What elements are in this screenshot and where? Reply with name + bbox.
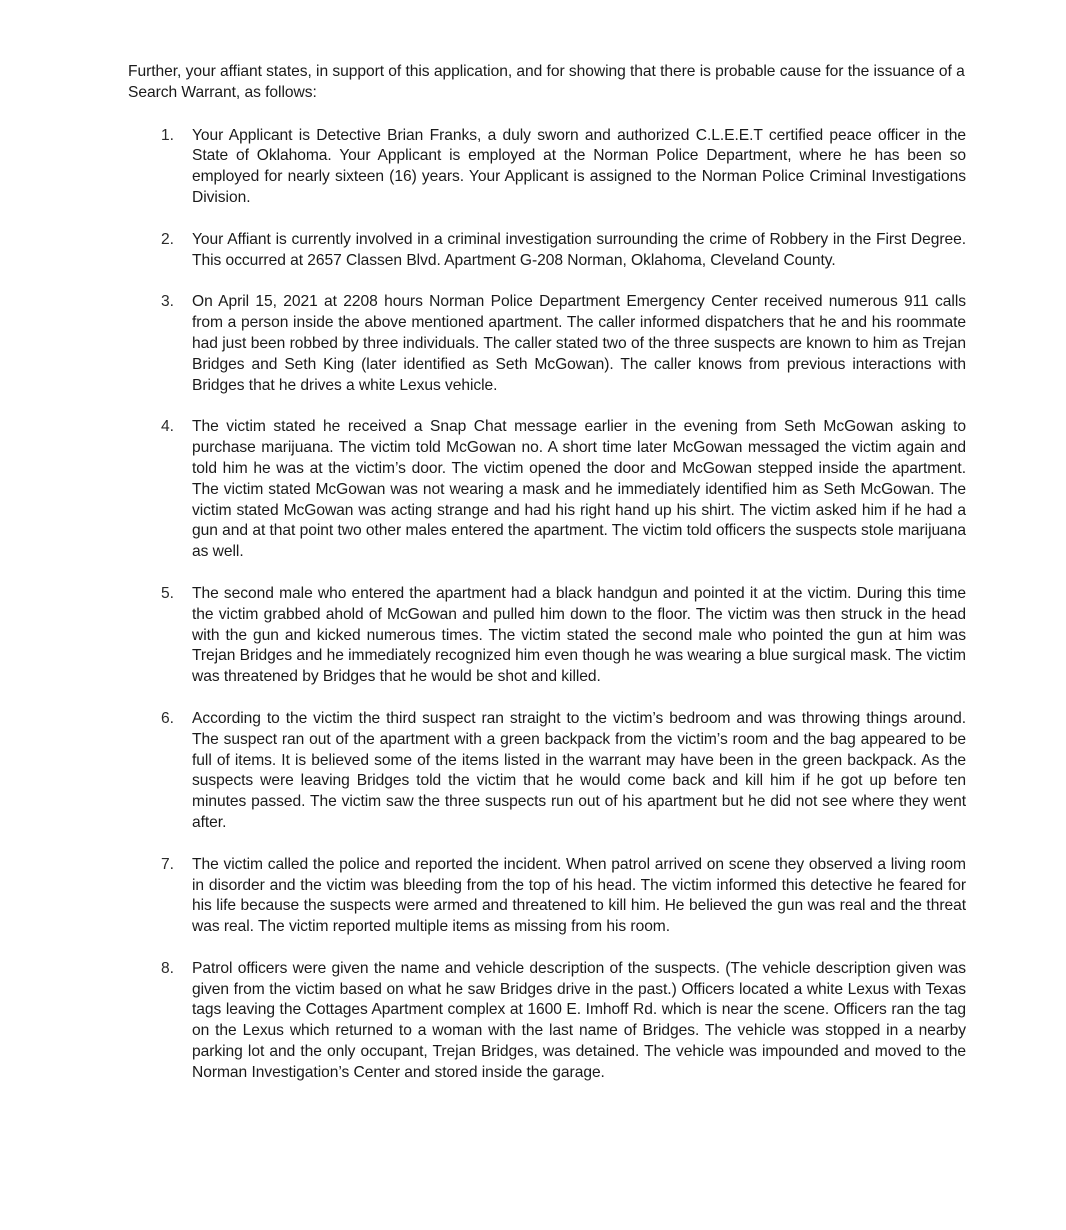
paragraph-text: Your Applicant is Detective Brian Franks, a duly sworn and authorized C.L.E.E.T certified peace officer in the State of Oklahoma. Your Applicant is employed at the Norman Police Department, where he has been so employed for nearly sixteen (16) years. Your Applicant is assigned to the Norman Police Criminal Investigations Division.	[192, 126, 966, 206]
numbered-paragraph	[128, 230, 966, 272]
paragraph-text: The second male who entered the apartment had a black handgun and pointed it at the victim. During this time the victim grabbed ahold of McGowan and pulled him down to the floor. The victim was then struck in the head with the gun and kicked numerous times. The victim stated the second male who pointed the gun at him was Trejan Bridges and he immediately recognized him even though he was wearing a blue surgical mask. The victim was threatened by Bridges that he would be shot and killed.	[192, 584, 966, 686]
paragraph-text: On April 15, 2021 at 2208 hours Norman Police Department Emergency Center received numerous 911 calls from a person inside the above mentioned apartment. The caller informed dispatchers that he and his roommate had just been robbed by three individuals. The caller stated two of the three suspects are known to him as Trejan Bridges and Seth King (later identified as Seth McGowan). The caller knows from previous interactions with Bridges that he drives a white Lexus vehicle.	[192, 293, 966, 394]
intro-paragraph: Further, your affiant states, in support of this application, and for showing that there is probable cause for the issuance of a Search Warrant, as follows:	[128, 63, 965, 101]
numbered-paragraph	[128, 292, 966, 396]
numbered-paragraph	[128, 959, 966, 1084]
document-page	[128, 62, 966, 1105]
numbered-paragraph-list	[128, 126, 966, 1084]
numbered-paragraph	[128, 126, 966, 209]
paragraph-text: According to the victim the third suspect ran straight to the victim’s bedroom and was throwing things around. The suspect ran out of the apartment with a green backpack from the victim’s room and the bag appeared to be full of items. It is believed some of the items listed in the warrant may have been in the green backpack. As the suspects were leaving Bridges told the victim that he would come back and kill him if he got up before ten minutes passed. The victim saw the three suspects run out of his apartment but he did not see where they went after.	[192, 709, 966, 831]
paragraph-number: 5.	[161, 584, 174, 602]
paragraph-number: 8.	[161, 959, 174, 977]
paragraph-number: 7.	[161, 855, 174, 873]
paragraph-text: Patrol officers were given the name and vehicle description of the suspects. (The vehicle description given was given from the victim based on what he saw Bridges drive in the past.) Officers located a white Lexus with Texas tags leaving the Cottages Apartment complex at 1600 E. Imhoff Rd. which is near the scene. Officers ran the tag on the Lexus which returned to a woman with the last name of Bridges. The vehicle was stopped in a nearby parking lot and the only occupant, Trejan Bridges, was detained. The vehicle was impounded and moved to the Norman Investigation’s Center and stored inside the garage.	[192, 959, 966, 1081]
paragraph-number: 6.	[161, 709, 174, 727]
paragraph-number: 3.	[161, 293, 174, 311]
numbered-paragraph	[128, 855, 966, 938]
paragraph-number: 2.	[161, 230, 174, 248]
numbered-paragraph	[128, 417, 966, 563]
numbered-paragraph	[128, 709, 966, 834]
numbered-paragraph	[128, 584, 966, 688]
paragraph-text: The victim called the police and reported the incident. When patrol arrived on scene they observed a living room in disorder and the victim was bleeding from the top of his head. The victim informed this detective he feared for his life because the suspects were armed and threatened to kill him. He believed the gun was real and the threat was real. The victim reported multiple items as missing from his room.	[192, 855, 966, 936]
paragraph-text: The victim stated he received a Snap Chat message earlier in the evening from Seth McGowan asking to purchase marijuana. The victim told McGowan no. A short time later McGowan messaged the victim again and told him he was at the victim’s door. The victim opened the door and McGowan stepped inside the apartment. The victim stated McGowan was not wearing a mask and he immediately identified him as Seth McGowan. The victim stated McGowan was acting strange and had his right hand up his shirt. The victim asked him if he had a gun and at that point two other males entered the apartment. The victim told officers the suspects stole marijuana as well.	[192, 418, 966, 561]
paragraph-number: 4.	[161, 418, 174, 436]
paragraph-number: 1.	[161, 126, 174, 144]
paragraph-text: Your Affiant is currently involved in a criminal investigation surrounding the crime of Robbery in the First Degree. This occurred at 2657 Classen Blvd. Apartment G-208 Norman, Oklahoma, Cleveland County.	[192, 230, 966, 269]
